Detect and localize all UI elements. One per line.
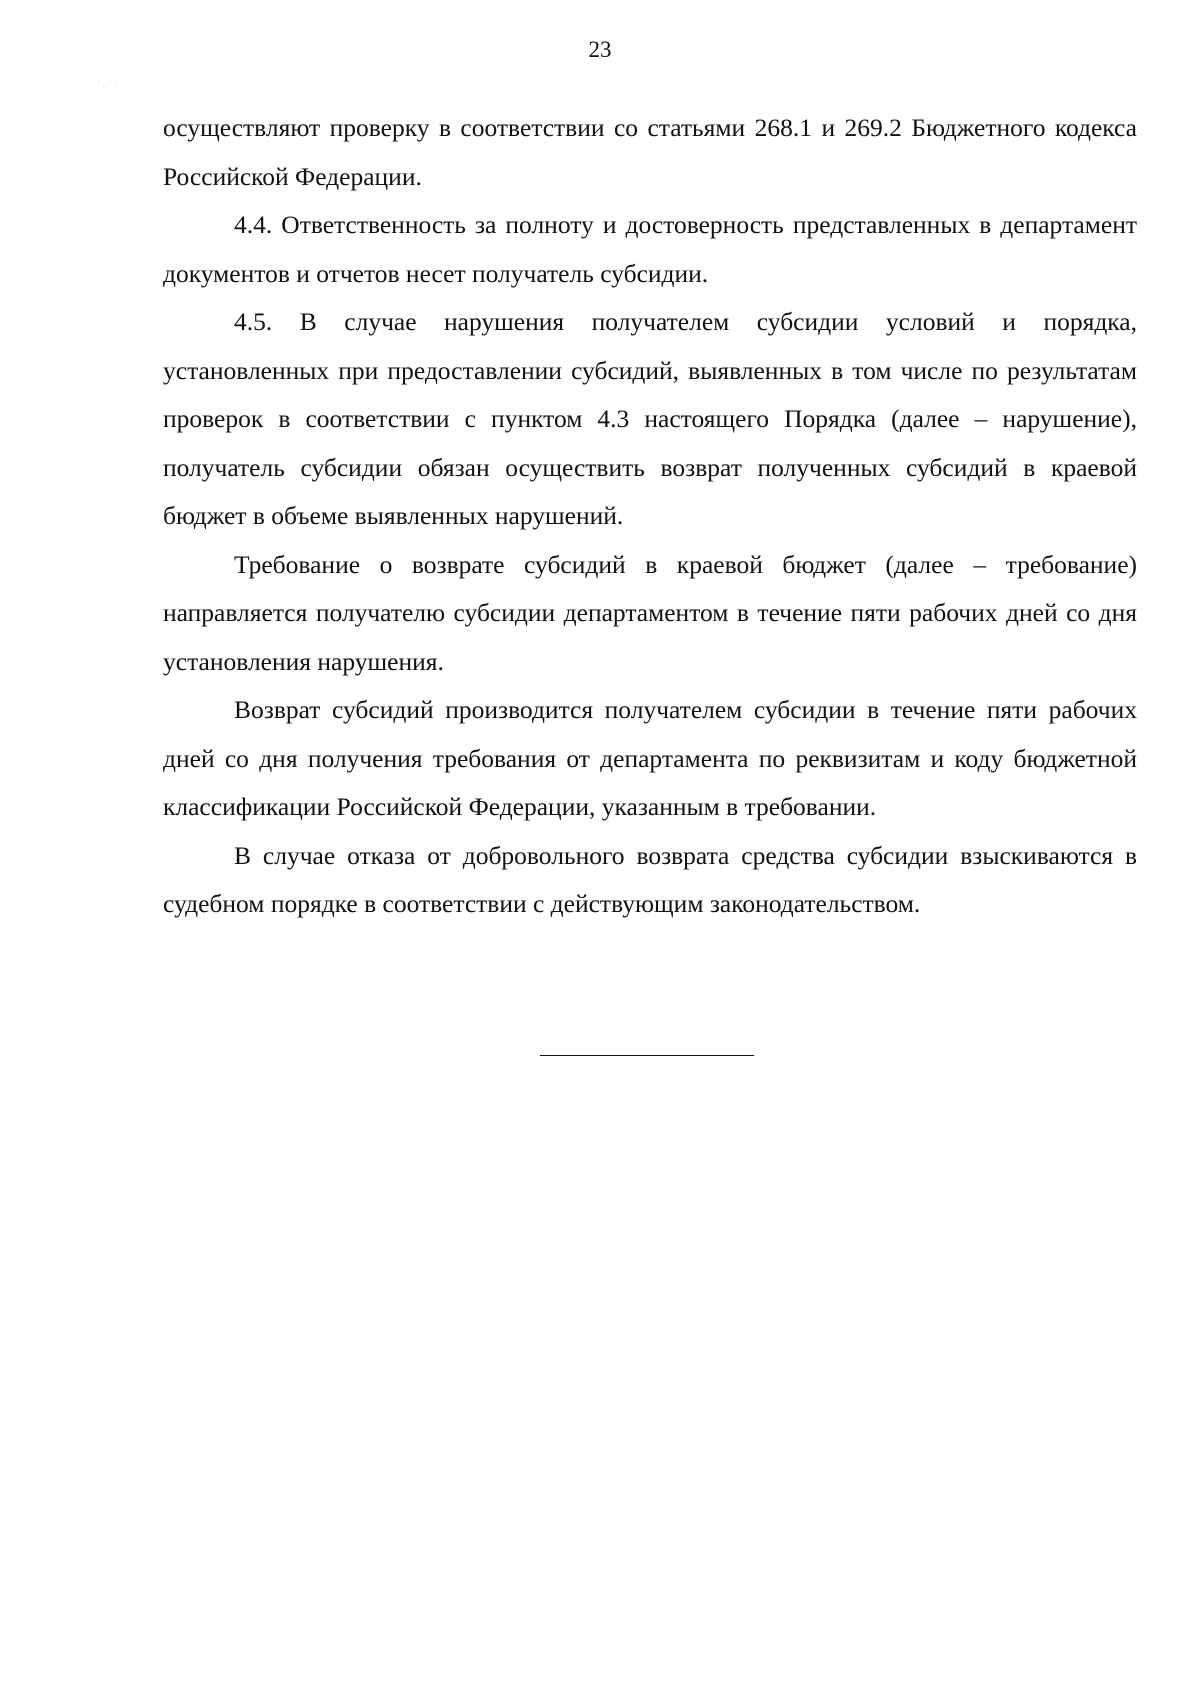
- paragraph-return: Возврат субсидий производится получателем субсидии в течение пяти рабочих дней со дня получения требования от департамента по реквизитам и коду бюджетной классификации Российской Федерации, указанным в требовании.: [163, 695, 1137, 821]
- paragraph-refusal: В случае отказа от добровольного возврата средства субсидии взыскиваются в судебном порядке в соответствии с действующим законодательством.: [163, 840, 1137, 918]
- paragraph-requirement: Требование о возврате субсидий в краевой бюджет (далее – требование) направляется получателю субсидии департаментом в течение пяти рабочих дней со дня установления нарушения.: [163, 549, 1137, 676]
- scan-artifact: [95, 78, 125, 92]
- document-body: [163, 104, 1137, 929]
- paragraph-4-4: 4.4. Ответственность за полноту и достоверность представленных в департамент документов и отчетов несет получатель субсидии.: [163, 210, 1137, 288]
- paragraph-4-5: 4.5. В случае нарушения получателем субсидии условий и порядка, установленных при предоставлении субсидий, выявленных в том числе по результатам проверок в соответствии с пунктом 4.3 настоящего Порядка (далее – нарушение), получатель субсидии обязан осуществить возврат полученных субсидий в краевой бюджет в объеме выявленных нарушений.: [163, 307, 1137, 530]
- end-of-document-rule: [540, 1055, 754, 1056]
- paragraph-continuation: осуществляют проверку в соответствии со статьями 268.1 и 269.2 Бюджетного кодекса Российской Федерации.: [163, 113, 1137, 191]
- page-number: 23: [588, 37, 612, 62]
